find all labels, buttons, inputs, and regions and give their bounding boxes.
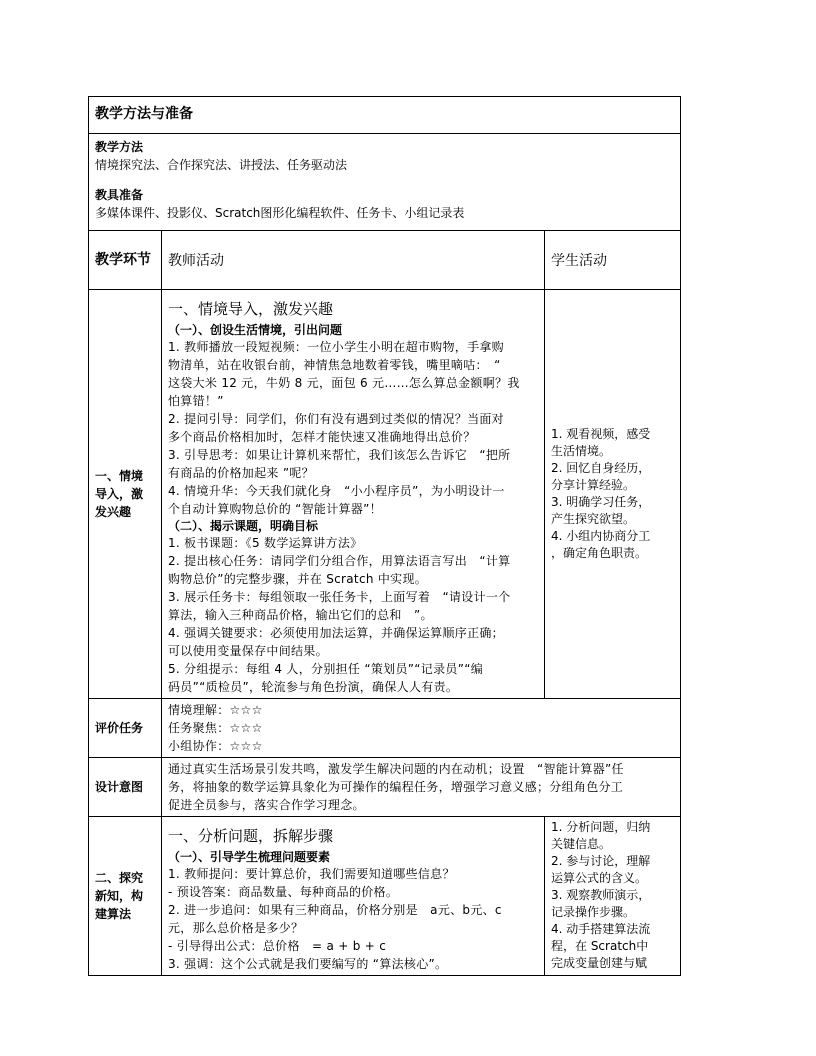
- student-line: 4. 动手搭建算法流: [551, 922, 651, 936]
- section-title-row: [89, 97, 681, 134]
- eval-item: 情境理解：☆☆☆: [168, 703, 263, 717]
- text-line: 算法，输入三种商品价格，输出它们的总和 ”。: [168, 608, 433, 622]
- design-cell: [162, 758, 681, 817]
- text-line: 物清单，站在收银台前，神情焦急地数着零钱，嘴里嘀咕： “: [168, 358, 501, 372]
- text-line: 3. 展示任务卡：每组领取一张任务卡，上面写着 “请设计一个: [168, 590, 511, 604]
- text-line: 购物总价”的完整步骤，并在 Scratch 中实现。: [168, 572, 428, 586]
- stage2-label-line1: 二、探究: [95, 871, 144, 885]
- eval-row: [89, 699, 681, 758]
- design-line: 促进全员参与，落实合作学习理念。: [168, 798, 365, 812]
- eval-label: 评价任务: [89, 699, 162, 758]
- tools-text: 多媒体课件、投影仪、Scratch图形化编程软件、任务卡、小组记录表: [95, 206, 465, 220]
- eval-cell: [162, 699, 681, 758]
- stage1-label-line1: 一、情境: [95, 469, 144, 483]
- methods-text: 情境探究法、合作探究法、讲授法、任务驱动法: [95, 158, 348, 172]
- student-line: 1. 观看视频，感受: [551, 427, 651, 441]
- stage2-student-cell: [545, 817, 681, 976]
- stage1-teacher-cell: [162, 290, 545, 699]
- stage2-teacher-cell: [162, 817, 545, 976]
- student-line: 运算公式的含义。: [551, 871, 648, 885]
- stage1-label-line3: 发兴趣: [95, 505, 132, 519]
- student-line: 1. 分析问题，归纳: [551, 820, 651, 834]
- student-line: 完成变量创建与赋: [551, 956, 648, 970]
- stage2-label: [89, 817, 162, 976]
- lesson-plan-table: [88, 96, 681, 976]
- text-line: - 引导得出公式：总价格 = a + b + c: [168, 939, 387, 953]
- student-line: 分享计算经验。: [551, 478, 636, 492]
- header-student: 学生活动: [545, 231, 681, 290]
- student-line: 产生探究欲望。: [551, 512, 636, 526]
- methods-label: 教学方法: [95, 140, 144, 154]
- text-line: 1. 板书课题：《5 数学运算讲方法》: [168, 536, 363, 550]
- methods-cell: [89, 134, 681, 231]
- eval-item: 小组协作：☆☆☆: [168, 739, 263, 753]
- text-line: 可以使用变量保存中间结果。: [168, 644, 328, 658]
- text-line: 多个商品价格相加时，怎样才能快速又准确地得出总价？: [168, 430, 476, 444]
- stage1-lines-b: [168, 534, 538, 696]
- header-teacher: 教师活动: [162, 231, 545, 290]
- stage1-sub1: （一）、创设生活情境，引出问题: [168, 323, 343, 337]
- student-line: 生活情境。: [551, 444, 612, 458]
- student-line: 4. 小组内协商分工: [551, 529, 651, 543]
- header-row: [89, 231, 681, 290]
- design-line: 务，将抽象的数学运算具象化为可操作的编程任务，增强学习意义感；分组角色分工: [168, 780, 624, 794]
- text-line: 个自动计算购物总价的 “智能计算器”！: [168, 502, 382, 516]
- text-line: 2. 进一步追问：如果有三种商品，价格分别是 a元、b元、c: [168, 903, 502, 917]
- student-line: 程，在 Scratch中: [551, 939, 649, 953]
- tools-label: 教具准备: [95, 188, 144, 202]
- text-line: 2. 提问引导：同学们，你们有没有遇到过类似的情况？当面对: [168, 412, 504, 426]
- stage1-lines-a: [168, 338, 538, 518]
- text-line: 1. 教师播放一段短视频：一位小学生小明在超市购物，手拿购: [168, 340, 504, 354]
- stage2-heading: 一、分析问题，拆解步骤: [168, 827, 334, 845]
- text-line: 4. 情境升华：今天我们就化身 “小小程序员”，为小明设计一: [168, 484, 505, 498]
- student-line: 3. 观察教师演示，: [551, 888, 651, 902]
- text-line: 码员”“质检员”，轮流参与角色扮演，确保人人有责。: [168, 680, 459, 694]
- text-line: 1. 教师提问：要计算总价，我们需要知道哪些信息？: [168, 867, 455, 881]
- student-line: 2. 回忆自身经历，: [551, 461, 651, 475]
- text-line: 4. 强调关键要求：必须使用加法运算，并确保运算顺序正确；: [168, 626, 504, 640]
- text-line: 2. 提出核心任务：请同学们分组合作，用算法语言写出 “计算: [168, 554, 511, 568]
- text-line: 3. 引导思考：如果让计算机来帮忙，我们该怎么告诉它 “把所: [168, 448, 511, 462]
- text-line: 怕算错！”: [168, 394, 224, 408]
- student-line: 记录操作步骤。: [551, 905, 636, 919]
- stage1-heading: 一、情境导入，激发兴趣: [168, 300, 334, 318]
- section-title: 教学方法与准备: [89, 97, 681, 134]
- text-line: 5. 分组提示：每组 4 人，分别担任 “策划员”“记录员”“编: [168, 662, 484, 676]
- design-label: 设计意图: [89, 758, 162, 817]
- stage2-row: [89, 817, 681, 976]
- text-line: 这袋大米 12 元，牛奶 8 元，面包 6 元……怎么算总金额啊？我: [168, 376, 520, 390]
- text-line: 元，那么总价格是多少？: [168, 921, 304, 935]
- eval-item: 任务聚焦：☆☆☆: [168, 721, 263, 735]
- student-line: 关键信息。: [551, 837, 612, 851]
- student-line: ，确定角色职责。: [551, 546, 648, 560]
- text-line: 3. 强调：这个公式就是我们要编写的 “算法核心”。: [168, 957, 448, 971]
- design-row: [89, 758, 681, 817]
- stage1-label: [89, 290, 162, 699]
- stage1-student-cell: [545, 290, 681, 699]
- student-line: 2. 参与讨论，理解: [551, 854, 651, 868]
- stage1-label-line2: 导入，激: [95, 487, 144, 501]
- design-line: 通过真实生活场景引发共鸣，激发学生解决问题的内在动机；设置 “智能计算器”任: [168, 762, 624, 776]
- text-line: 有商品的价格加起来 ”呢？: [168, 466, 314, 480]
- stage2-sub1: （一）、引导学生梳理问题要素: [168, 850, 331, 864]
- stage2-label-line3: 建算法: [95, 907, 132, 921]
- methods-row: [89, 134, 681, 231]
- stage1-sub2: （二）、揭示课题，明确目标: [168, 519, 319, 533]
- header-stage: 教学环节: [89, 231, 162, 290]
- student-line: 3. 明确学习任务，: [551, 495, 651, 509]
- stage2-label-line2: 新知，构: [95, 889, 144, 903]
- text-line: - 预设答案：商品数量、每种商品的价格。: [168, 885, 399, 899]
- stage1-row: [89, 290, 681, 699]
